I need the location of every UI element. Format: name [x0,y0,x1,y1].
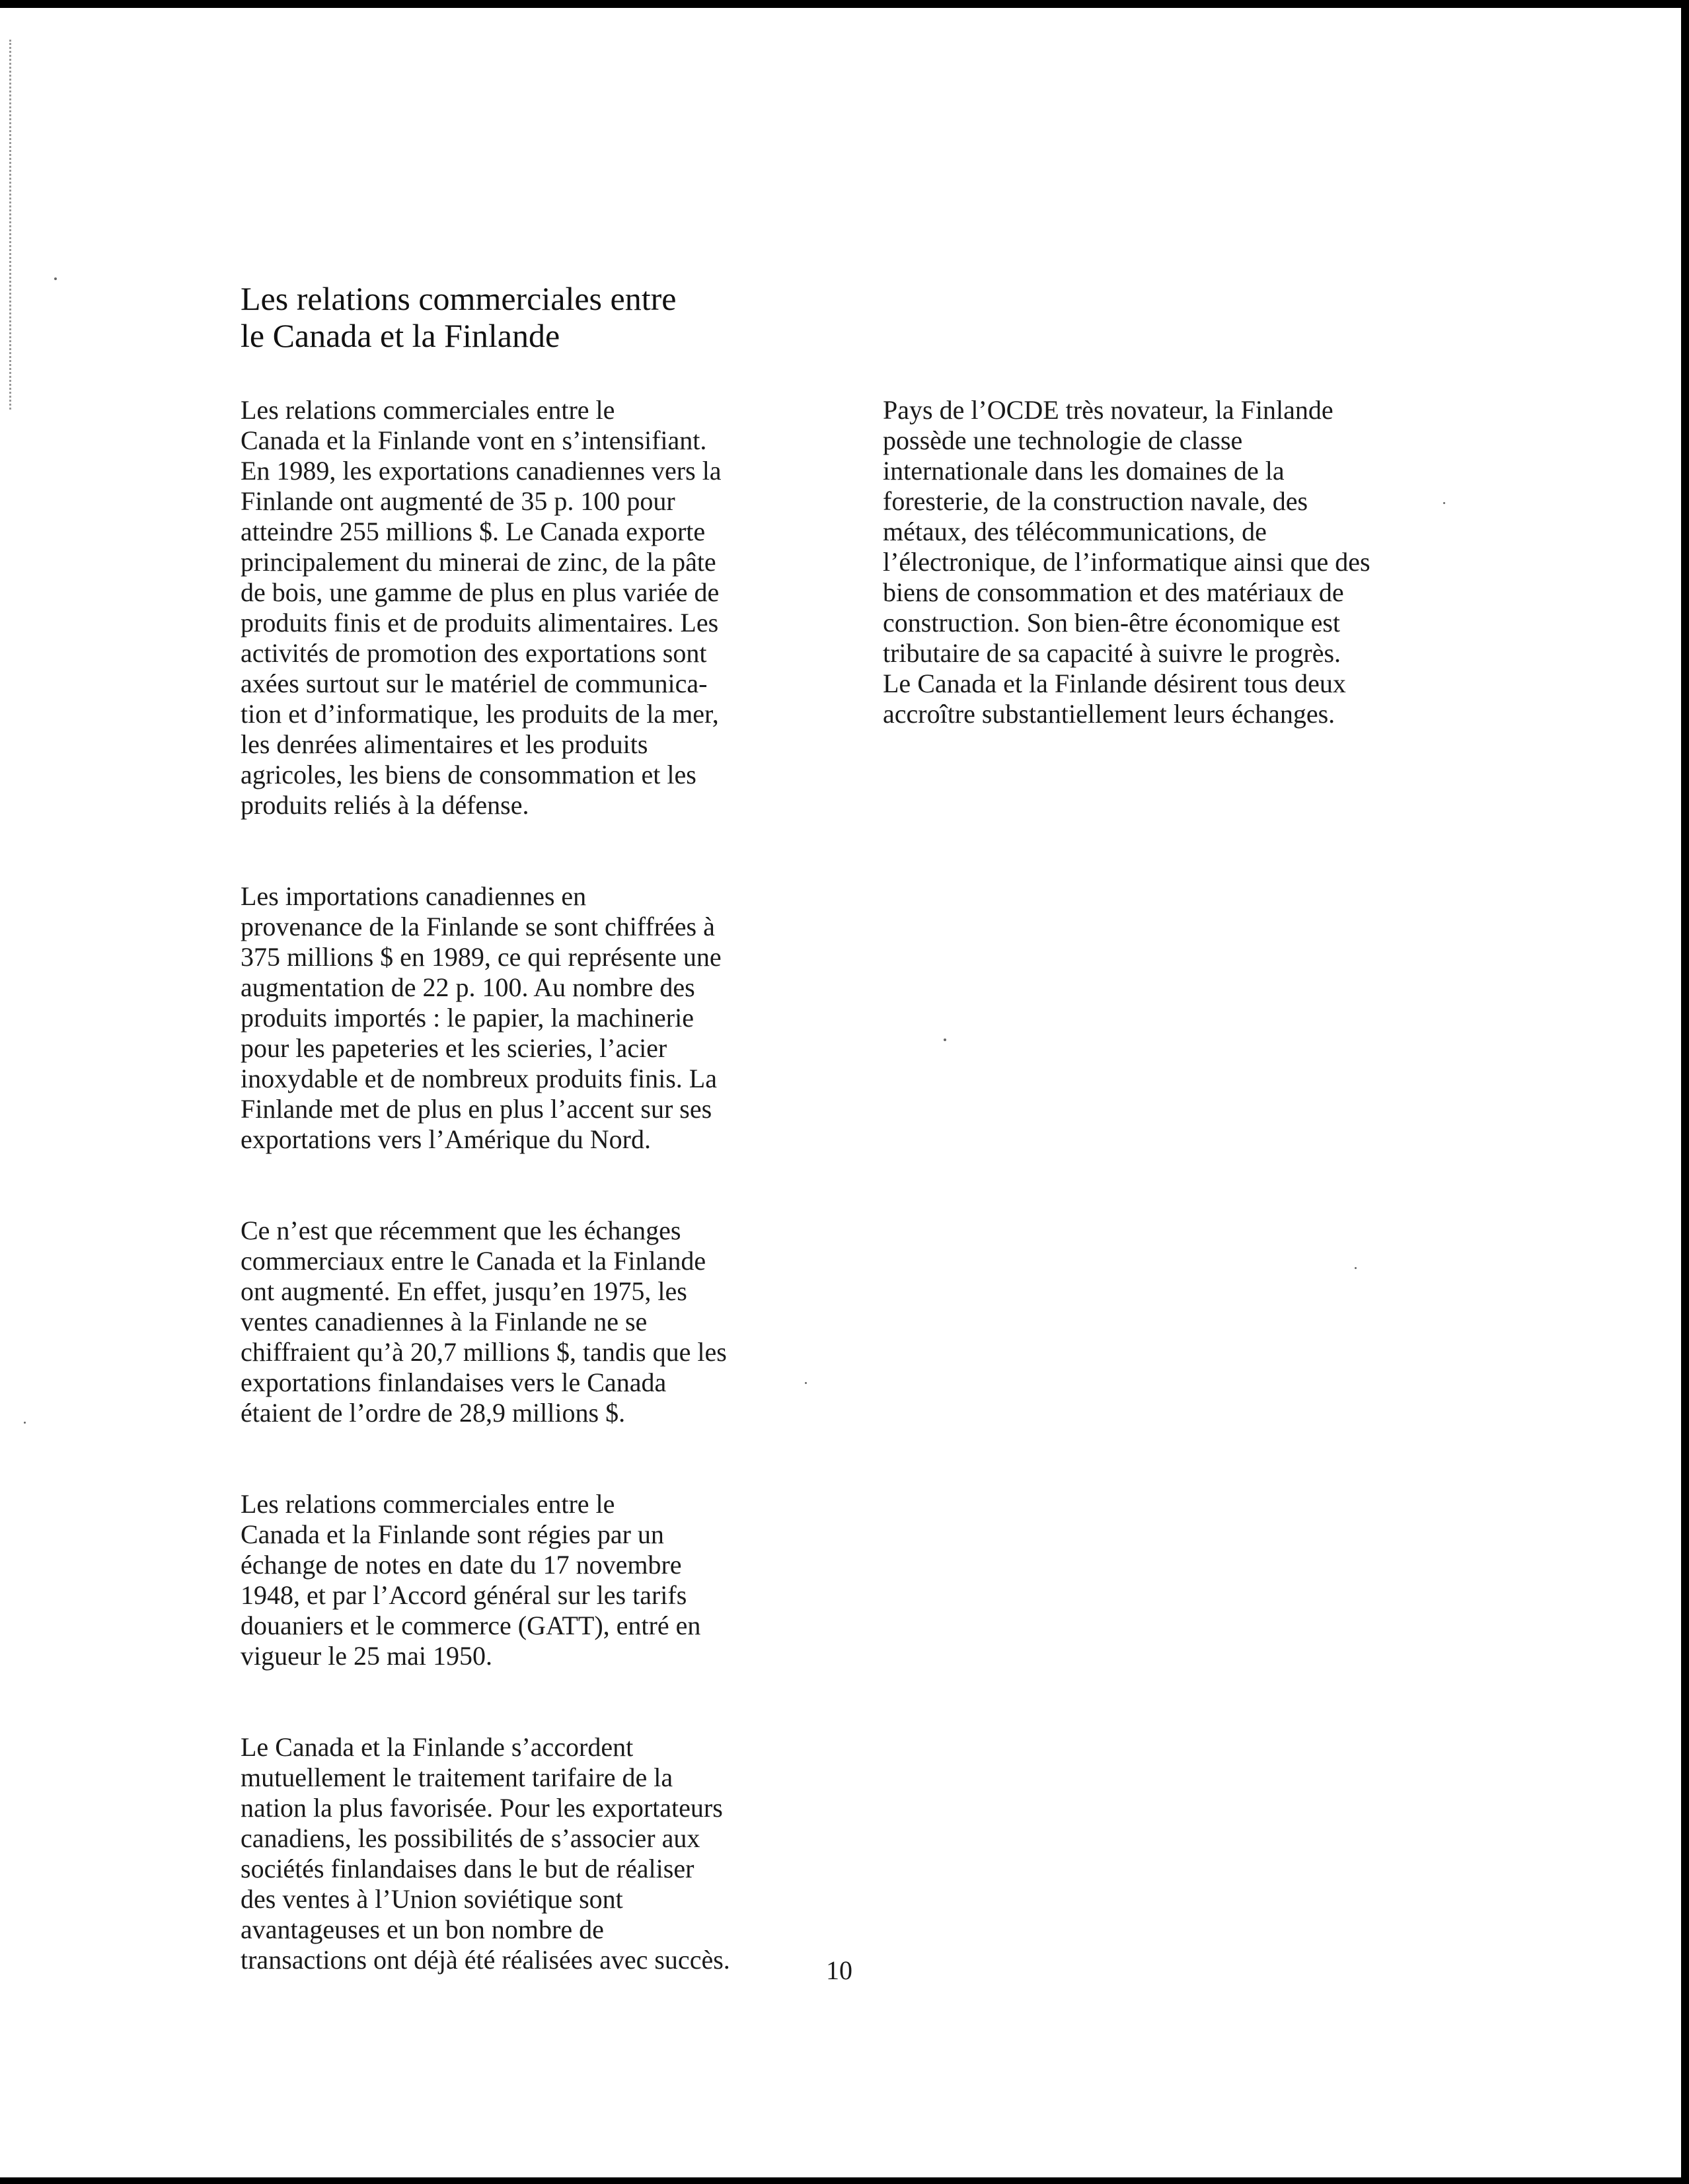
text-line: atteindre 255 millions $. Le Canada exporte [241,517,706,546]
text-line: tributaire de sa capacité à suivre le progrès. [883,638,1341,668]
text-line: étaient de l’ordre de 28,9 millions $. [241,1398,626,1428]
text-line: Ce n’est que récemment que les échanges [241,1216,681,1245]
text-line: En 1989, les exportations canadiennes vers la [241,456,722,486]
scan-speck [805,1382,807,1384]
scan-speck [24,1422,26,1424]
right-column [883,395,1478,790]
text-line: Le Canada et la Finlande désirent tous deux [883,669,1346,698]
scan-border-bottom [0,2177,1689,2184]
paragraph [241,1489,796,1671]
text-line: produits reliés à la défense. [241,790,529,820]
scan-speck [1355,1267,1357,1269]
text-line: Le Canada et la Finlande s’accordent [241,1732,634,1762]
title-line: Les relations commerciales entre [241,280,677,317]
paragraph [241,1216,796,1428]
scan-border-right [1681,0,1689,2184]
text-line: Canada et la Finlande sont régies par un [241,1519,664,1549]
text-line: ont augmenté. En effet, jusqu’en 1975, les [241,1276,687,1306]
text-line: Finlande met de plus en plus l’accent sur ses [241,1094,712,1124]
text-line: pour les papeteries et les scieries, l’acier [241,1033,667,1063]
text-line: l’électronique, de l’informatique ainsi que des [883,547,1370,577]
text-line: foresterie, de la construction navale, des [883,486,1308,516]
text-line: ventes canadiennes à la Finlande ne se [241,1307,648,1336]
text-line: activités de promotion des exportations sont [241,638,707,668]
text-line: Canada et la Finlande vont en s’intensifiant. [241,425,707,455]
scan-edge-marks [9,40,13,410]
text-line: Les relations commerciales entre le [241,1489,615,1519]
text-line: tion et d’informatique, les produits de la mer, [241,699,719,729]
text-line: chiffraient qu’à 20,7 millions $, tandis que les [241,1337,727,1367]
text-line: avantageuses et un bon nombre de [241,1914,604,1944]
text-line: produits importés : le papier, la machinerie [241,1003,694,1033]
paragraph [241,881,796,1155]
text-line: des ventes à l’Union soviétique sont [241,1884,623,1914]
scan-speck [944,1038,946,1041]
paragraph [241,1732,796,1975]
text-line: Les relations commerciales entre le [241,395,615,425]
text-line: provenance de la Finlande se sont chiffrées à [241,912,715,941]
text-line: exportations finlandaises vers le Canada [241,1367,667,1397]
text-line: augmentation de 22 p. 100. Au nombre des [241,972,695,1002]
text-line: accroître substantiellement leurs échanges. [883,699,1335,729]
text-line: sociétés finlandaises dans le but de réaliser [241,1854,694,1883]
text-line: échange de notes en date du 17 novembre [241,1550,682,1580]
text-line: agricoles, les biens de consommation et les [241,760,696,789]
text-line: douaniers et le commerce (GATT), entré en [241,1611,701,1640]
paragraph [241,395,796,820]
text-line: mutuellement le traitement tarifaire de la [241,1763,673,1792]
text-line: inoxydable et de nombreux produits finis. La [241,1064,717,1093]
text-line: métaux, des télécommunications, de [883,517,1267,546]
text-line: 375 millions $ en 1989, ce qui représente une [241,942,722,972]
text-line: internationale dans les domaines de la [883,456,1285,486]
text-line: Les importations canadiennes en [241,881,587,911]
text-line: Finlande ont augmenté de 35 p. 100 pour [241,486,675,516]
text-line: commerciaux entre le Canada et la Finlande [241,1246,706,1276]
paragraph [883,395,1478,729]
text-line: 1948, et par l’Accord général sur les tarifs [241,1580,687,1610]
text-line: transactions ont déjà été réalisées avec succès. [241,1945,730,1975]
document-title [241,280,901,354]
left-column [241,395,796,2036]
text-line: biens de consommation et des matériaux de [883,577,1344,607]
text-line: construction. Son bien-être économique est [883,608,1341,637]
text-line: les denrées alimentaires et les produits [241,729,648,759]
scan-border-top [0,0,1689,8]
text-line: vigueur le 25 mai 1950. [241,1641,493,1671]
text-line: Pays de l’OCDE très novateur, la Finlande [883,395,1333,425]
text-line: principalement du minerai de zinc, de la pâte [241,547,716,577]
text-line: canadiens, les possibilités de s’associer aux [241,1823,700,1853]
text-line: exportations vers l’Amérique du Nord. [241,1124,651,1154]
text-line: produits finis et de produits alimentaires. Les [241,608,719,637]
text-line: nation la plus favorisée. Pour les exportateurs [241,1793,723,1823]
text-line: axées surtout sur le matériel de communica- [241,669,708,698]
text-line: possède une technologie de classe [883,425,1243,455]
scan-speck [54,277,57,280]
text-line: de bois, une gamme de plus en plus variée de [241,577,720,607]
title-line: le Canada et la Finlande [241,317,560,354]
page-number: 10 [826,1955,852,1985]
